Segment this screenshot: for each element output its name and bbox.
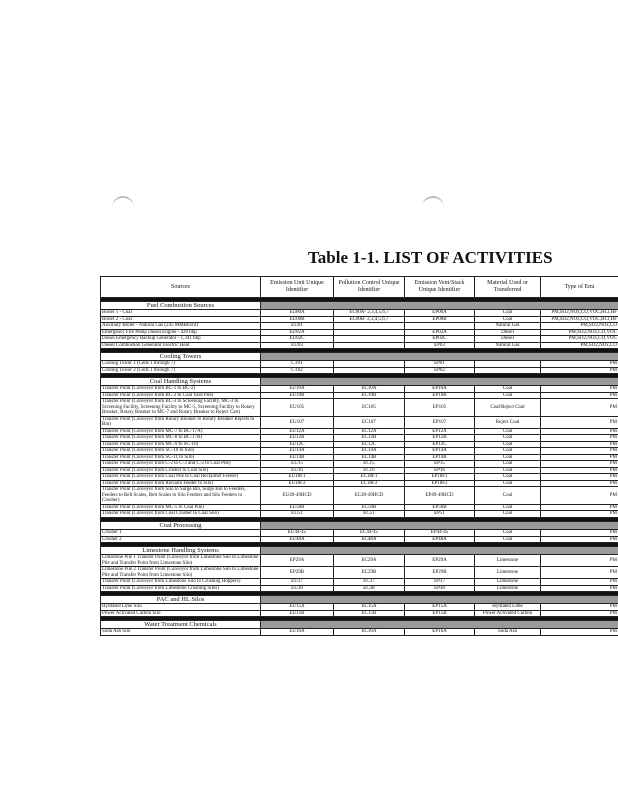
vent-stack-cell: EP16A [405, 629, 475, 636]
header-emission-type: Type of Emi [541, 277, 618, 298]
emission-unit-cell: EU107 [261, 416, 334, 428]
vent-stack-cell: EP37 [405, 579, 475, 586]
material-cell: Diesel [475, 329, 541, 336]
material-cell: Coal [475, 435, 541, 442]
source-cell: Limestone Pile 2 Transfer Point (Conveyor from Limestone Silo to Limestone Pile and Transfer Point from Limestone Silo) [101, 567, 261, 579]
material-cell: Natural Gas [475, 323, 541, 330]
emission-unit-cell: EU03 [261, 342, 334, 349]
emission-unit-cell: EU16 [261, 467, 334, 474]
emission-type-cell: PM [541, 629, 618, 636]
emission-type-cell: PM [541, 416, 618, 428]
material-cell: Coal [475, 448, 541, 455]
source-cell: Limestone Pile 1 Transfer Point (Conveyor from Limestone Silo to Limestone Pile and Transfer Point from Limestone Silo) [101, 555, 261, 567]
section-name: Water Treatment Chemicals [101, 621, 261, 629]
table-row [101, 567, 618, 579]
emission-unit-cell: EU12A [261, 428, 334, 435]
source-cell: Transfer Point (Conveyor from C-2 to C-3 and C-2 to Coal Pile) [101, 461, 261, 468]
material-cell: Coal [475, 474, 541, 481]
source-cell: Diesel Emergency Backup Generator - 1,341 bhp [101, 336, 261, 343]
emission-type-cell: PM [541, 399, 618, 417]
source-cell: Transfer Point (Conveyor from Crusher to Coal Silo) [101, 467, 261, 474]
header-material: Material Used or Transferred [475, 277, 541, 298]
pollution-control-cell: EC00A- 2,3,4,5,6,7 [334, 310, 405, 317]
emission-type-cell: PM [541, 487, 618, 505]
table-header-row [101, 277, 618, 298]
emission-unit-cell: EU10A [261, 386, 334, 393]
section-header-row [101, 596, 618, 604]
vent-stack-cell: EP10A [405, 386, 475, 393]
vent-stack-cell: EP107 [405, 416, 475, 428]
pollution-control-cell: EC50B [334, 504, 405, 511]
pollution-control-cell: EC12C [334, 441, 405, 448]
pollution-control-cell: EC10A [334, 386, 405, 393]
emission-type-cell: PM [541, 367, 618, 374]
emission-type-cell: PM,SO2,NOx,CO,VOC [541, 336, 618, 343]
source-cell: Transfer Point (Conveyor from BC-1 to BC-2) [101, 386, 261, 393]
source-cell: Crusher 1 [101, 530, 261, 537]
emission-type-cell: PM,SO2,NOx,CO,VOC,HCl,HF [541, 310, 618, 317]
emission-type-cell: PM [541, 428, 618, 435]
source-cell: Boiler 2 - Coal [101, 316, 261, 323]
section-header-fill [261, 547, 618, 555]
header-sources: Sources [101, 277, 261, 298]
pollution-control-cell: EC12B [334, 435, 405, 442]
emission-type-cell: PM,SO2,NOx,CO [541, 323, 618, 330]
emission-type-cell: PM,SO2,NOx,CO [541, 342, 618, 349]
material-cell: Power Activated Carbon [475, 610, 541, 617]
material-cell: Coal [475, 504, 541, 511]
activities-table [100, 276, 618, 636]
emission-unit-cell: CT01 [261, 361, 334, 368]
emission-type-cell: PM,SO2,NOx,CO,VOC,HCl,HF [541, 316, 618, 323]
emission-unit-cell: EU02A [261, 329, 334, 336]
header-emission-unit: Emission Unit Unique Identifier [261, 277, 334, 298]
emission-type-cell: PM [541, 386, 618, 393]
pollution-control-cell: EC105 [334, 399, 405, 417]
emission-unit-cell: EP29B [261, 567, 334, 579]
emission-unit-cell: EU18F2 [261, 480, 334, 487]
source-cell: Transfer Point (Conveyor from Coal Pile to Coal Reclaimer Feeder) [101, 474, 261, 481]
source-cell: Power Activated Carbon Silo [101, 610, 261, 617]
vent-stack-cell: EP02A [405, 329, 475, 336]
emission-unit-cell: EU02C [261, 336, 334, 343]
vent-stack-cell: EP29B [405, 567, 475, 579]
emission-type-cell: PM [541, 435, 618, 442]
source-cell: Boiler 1 - Coal [101, 310, 261, 317]
vent-stack-cell: EP50B [405, 504, 475, 511]
vent-stack-cell: EP12C [405, 441, 475, 448]
vent-stack-cell: EP44-45 [405, 530, 475, 537]
emission-type-cell: PM [541, 480, 618, 487]
material-cell: Coal [475, 310, 541, 317]
table-row [101, 555, 618, 567]
vent-stack-cell: EP29A [405, 555, 475, 567]
header-vent-stack: Emission Vent/Stack Unique Identifier [405, 277, 475, 298]
emission-type-cell: PM [541, 441, 618, 448]
scan-artifact-left [112, 196, 134, 210]
vent-stack-cell: EP12B [405, 435, 475, 442]
source-cell: Hydrated Lime Silo [101, 604, 261, 611]
pollution-control-cell: EC15B [334, 610, 405, 617]
emission-type-cell: PM [541, 461, 618, 468]
source-cell: Transfer Point (Conveyor from MC-7 to BC-17A) [101, 428, 261, 435]
section-header-row [101, 302, 618, 310]
section-header-fill [261, 596, 618, 604]
emission-unit-cell: EU51 [261, 511, 334, 518]
pollution-control-cell: EC49-49HCD [334, 487, 405, 505]
emission-unit-cell: EU15B [261, 610, 334, 617]
page-title: Table 1-1. LIST OF ACTIVITIES [308, 248, 553, 267]
pollution-control-cell: EC16 [334, 467, 405, 474]
emission-unit-cell: EU49-49HCD [261, 487, 334, 505]
emission-type-cell: PM [541, 511, 618, 518]
source-cell: Transfer Point (Conveyor from SC-10 to Silo) [101, 448, 261, 455]
pollution-control-cell: EC10B [334, 392, 405, 399]
source-cell: Emergency Fire Pump Diesel Engine - 420 bhp [101, 329, 261, 336]
section-name: Cooling Towers [101, 353, 261, 361]
vent-stack-cell: EP01 [405, 361, 475, 368]
vent-stack-cell: EP02C [405, 336, 475, 343]
source-cell: Transfer Point (Conveyor from BC-2 to Coal Yard Pile) [101, 392, 261, 399]
emission-unit-cell: EU105 [261, 399, 334, 417]
emission-unit-cell: EU37 [261, 579, 334, 586]
emission-type-cell: PM [541, 536, 618, 543]
material-cell: Coal [475, 392, 541, 399]
emission-type-cell: PM [541, 392, 618, 399]
table-row [101, 416, 618, 428]
material-cell: Limestone [475, 579, 541, 586]
pollution-control-cell: EC15 [334, 461, 405, 468]
emission-type-cell: PM [541, 604, 618, 611]
emission-unit-cell: EU48A [261, 536, 334, 543]
pollution-control-cell: EC16A [334, 629, 405, 636]
pollution-control-cell: EC00B- 2,3,4,5,6,7 [334, 316, 405, 323]
vent-stack-cell: EP02 [405, 367, 475, 374]
table-row [101, 487, 618, 505]
header-pollution-control: Pollution Control Unique Identifier [334, 277, 405, 298]
material-cell: Coal [475, 511, 541, 518]
material-cell: Coal [475, 467, 541, 474]
vent-stack-cell: EP03 [405, 342, 475, 349]
section-name: Coal Processing [101, 521, 261, 529]
material-cell: Limestone [475, 567, 541, 579]
section-name: PAC and HL Silos [101, 596, 261, 604]
section-header-fill [261, 378, 618, 386]
source-cell: Transfer Point (Conveyor from Reclaim Feeder to Silo) [101, 480, 261, 487]
source-cell: Crusher 2 [101, 536, 261, 543]
emission-unit-cell: EU18F1 [261, 474, 334, 481]
emission-unit-cell: EU14A [261, 448, 334, 455]
source-cell: Cooling Tower 2 (Cells 1 through 7) [101, 367, 261, 374]
pollution-control-cell: EC107 [334, 416, 405, 428]
material-cell: Coal [475, 454, 541, 461]
source-cell: Transfer Point (Conveyor from MC-9 to SC-10) [101, 441, 261, 448]
section-name: Limestone Handling Systems [101, 547, 261, 555]
section-header-row [101, 547, 618, 555]
source-cell: Transfer Point (Conveyor from Coal Crusher to Coal Silo) [101, 511, 261, 518]
pollution-control-cell: EC18F1 [334, 474, 405, 481]
source-cell: Diesel Combustion Generator Electric Heat [101, 342, 261, 349]
material-cell: Coal [475, 428, 541, 435]
material-cell: Coal [475, 386, 541, 393]
source-cell: Transfer Point (Conveyor from Limestone Silo to Crushing Hoppers) [101, 579, 261, 586]
emission-unit-cell: EU38 [261, 585, 334, 592]
table-row [101, 629, 618, 636]
vent-stack-cell: EP48A [405, 536, 475, 543]
source-cell: Transfer Point (Conveyor from Limestone Crushing Silos) [101, 585, 261, 592]
section-header-row [101, 353, 618, 361]
vent-stack-cell: EP51 [405, 511, 475, 518]
source-cell: Transfer Point (Conveyor from MC-8 to BC-17B) [101, 435, 261, 442]
emission-unit-cell: EU15A [261, 604, 334, 611]
source-cell: Soda Ash Silo [101, 629, 261, 636]
pollution-control-cell: EC37 [334, 579, 405, 586]
emission-unit-cell: EU10B [261, 392, 334, 399]
pollution-control-cell: EC18F2 [334, 480, 405, 487]
emission-unit-cell: EP29A [261, 555, 334, 567]
emission-type-cell: PM [541, 474, 618, 481]
emission-type-cell: PM,SO2,NOx,CO,VOC [541, 329, 618, 336]
material-cell: Coal [475, 316, 541, 323]
emission-unit-cell: EU01 [261, 323, 334, 330]
material-cell: Natural Gas [475, 342, 541, 349]
pollution-control-cell: EC48A [334, 536, 405, 543]
emission-unit-cell: EU44-45 [261, 530, 334, 537]
section-header-fill [261, 621, 618, 629]
emission-type-cell: PM [541, 567, 618, 579]
material-cell: Coal [475, 441, 541, 448]
emission-unit-cell: EU15 [261, 461, 334, 468]
section-header-fill [261, 302, 618, 310]
emission-type-cell: PM [541, 448, 618, 455]
emission-unit-cell: EU00A [261, 310, 334, 317]
pollution-control-cell: EC29A [334, 555, 405, 567]
vent-stack-cell: EP38 [405, 585, 475, 592]
section-header-row [101, 621, 618, 629]
material-cell: Soda Ash [475, 629, 541, 636]
emission-type-cell: PM [541, 467, 618, 474]
emission-unit-cell: CT02 [261, 367, 334, 374]
emission-type-cell: PM [541, 610, 618, 617]
source-cell: Transfer Point (Conveyor from SC-11 to Silo) [101, 454, 261, 461]
vent-stack-cell: EP18F1 [405, 474, 475, 481]
material-cell: Coal [475, 480, 541, 487]
material-cell: Hydrated Lime [475, 604, 541, 611]
scan-artifact-right [422, 196, 444, 210]
vent-stack-cell: EP18F2 [405, 480, 475, 487]
section-name: Fuel Combustion Sources [101, 302, 261, 310]
vent-stack-cell: EP10B [405, 392, 475, 399]
pollution-control-cell: EC15A [334, 604, 405, 611]
emission-unit-cell: EU00B [261, 316, 334, 323]
vent-stack-cell: EP15B [405, 610, 475, 617]
vent-stack-cell: EP00B [405, 316, 475, 323]
material-cell: Coal [475, 461, 541, 468]
emission-unit-cell: EU16A [261, 629, 334, 636]
emission-type-cell: PM [541, 530, 618, 537]
vent-stack-cell: EP14A [405, 448, 475, 455]
emission-type-cell: PM [541, 361, 618, 368]
source-cell: Transfer Point (Conveyor from Rotary Breaker to Rotary Breaker Rejects to Bin) [101, 416, 261, 428]
emission-type-cell: PM [541, 504, 618, 511]
vent-stack-cell: EP15A [405, 604, 475, 611]
material-cell: Limestone [475, 555, 541, 567]
vent-stack-cell: EP16 [405, 467, 475, 474]
pollution-control-cell: EC14A [334, 448, 405, 455]
source-cell: Transfer Point (Conveyor from Silo to Surge Bin, Surge Bin to Feeders, Feeders to Belt Scales, Belt Scales to Silo Feeders and Silo Feeders to Crusher) [101, 487, 261, 505]
pollution-control-cell: EC44-45 [334, 530, 405, 537]
pollution-control-cell: EC38 [334, 585, 405, 592]
emission-unit-cell: EU50B [261, 504, 334, 511]
pollution-control-cell: EC12A [334, 428, 405, 435]
section-name: Coal Handling Systems [101, 378, 261, 386]
vent-stack-cell: EP12A [405, 428, 475, 435]
material-cell: Coal [475, 530, 541, 537]
source-cell: Cooling Tower 1 (Cells 1 through 7) [101, 361, 261, 368]
emission-type-cell: PM [541, 579, 618, 586]
emission-unit-cell: EU12B [261, 435, 334, 442]
pollution-control-cell: EC29B [334, 567, 405, 579]
source-cell: Transfer Point (Conveyor from BC-3 to Screening Facility, MC-3 to Screening Facility, Screening Facility to MC-5, Screening Facility to Rotary Breaker, Rotary Breaker to MC-7 and Rotary Breaker to Reject Cart) [101, 399, 261, 417]
emission-unit-cell: EU14B [261, 454, 334, 461]
emission-unit-cell: EU12C [261, 441, 334, 448]
pollution-control-cell: EC14B [334, 454, 405, 461]
pollution-control-cell: EC51 [334, 511, 405, 518]
section-header-fill [261, 353, 618, 361]
vent-stack-cell: EP105 [405, 399, 475, 417]
material-cell: Coal/Reject Coal [475, 399, 541, 417]
source-cell: Transfer Point (Conveyor from MC-5 to Coal Pile) [101, 504, 261, 511]
vent-stack-cell: EP14B [405, 454, 475, 461]
material-cell: Reject Coal [475, 416, 541, 428]
material-cell: Coal [475, 536, 541, 543]
section-header-row [101, 521, 618, 529]
table-row [101, 399, 618, 417]
section-header-fill [261, 521, 618, 529]
material-cell: Coal [475, 487, 541, 505]
vent-stack-cell: EP15 [405, 461, 475, 468]
source-cell: Auxiliary Boiler - Natural Gas (245 MMBtu/hr) [101, 323, 261, 330]
emission-type-cell: PM [541, 454, 618, 461]
vent-stack-cell: EP00A [405, 310, 475, 317]
section-header-row [101, 378, 618, 386]
table-body [101, 298, 618, 636]
material-cell: Diesel [475, 336, 541, 343]
vent-stack-cell: EP49-49HCD [405, 487, 475, 505]
emission-type-cell: PM [541, 585, 618, 592]
material-cell: Limestone [475, 585, 541, 592]
emission-type-cell: PM [541, 555, 618, 567]
